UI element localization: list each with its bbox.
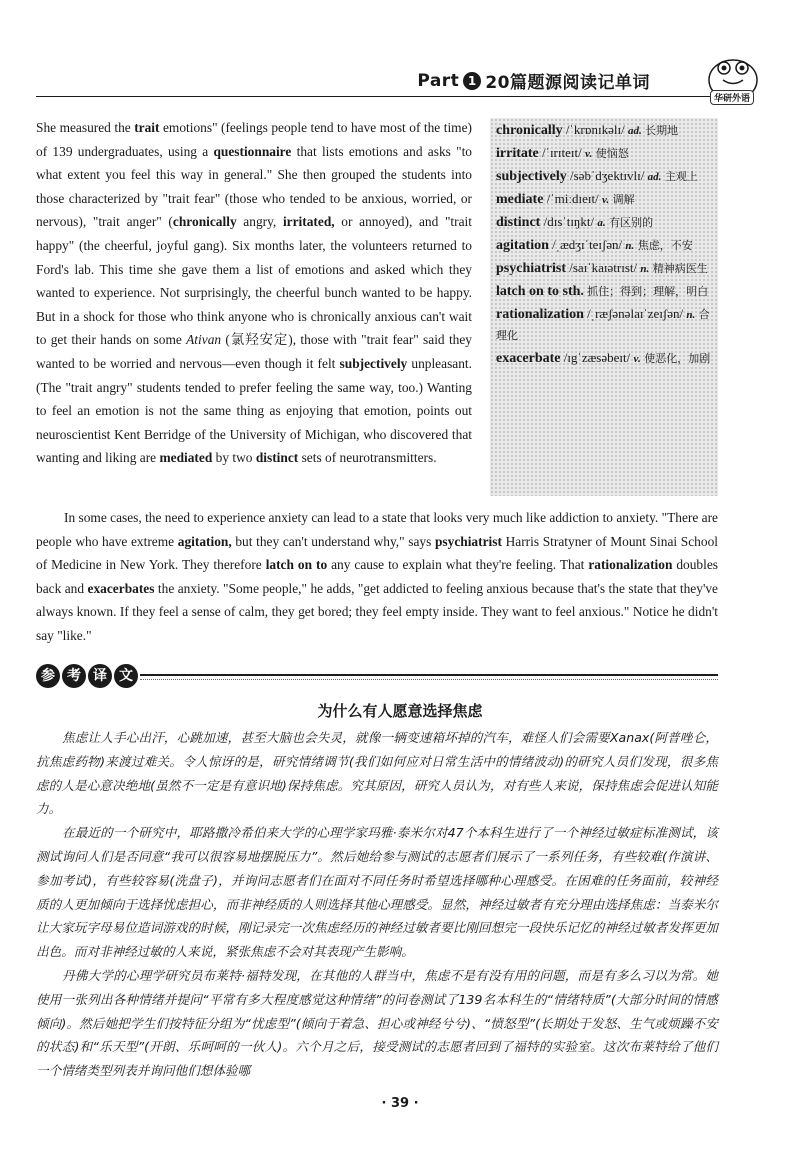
vocab-word: mediate [496, 192, 544, 207]
term-chronically: chronically [172, 214, 237, 230]
term-mediated: mediated [159, 450, 213, 466]
vocab-entry [496, 120, 712, 141]
term-subjectively: subjectively [339, 355, 408, 371]
term-psychiatrist: psychiatrist [434, 533, 502, 549]
section-title [417, 68, 650, 93]
vocab-definition: 主观上 [661, 170, 698, 183]
vocab-word: latch on to sth. [496, 284, 584, 299]
vocab-part-of-speech: v. [601, 194, 610, 206]
badge-char: 文 [114, 664, 138, 688]
vocab-phonetic: /ˌædʒɪˈteɪʃən/ [548, 237, 626, 252]
badge-char: 考 [62, 664, 86, 688]
section-divider [140, 674, 718, 676]
vocab-definition: 合理化 [496, 308, 710, 342]
vocab-part-of-speech: a. [597, 217, 606, 229]
term-exacerbates: exacerbates [87, 580, 155, 596]
vocab-entry [496, 143, 712, 164]
translation-title: 为什么有人愿意选择焦虑 [317, 702, 483, 720]
vocab-phonetic: /saɪˈkaɪətrɪst/ [566, 260, 641, 275]
badge-char: 译 [88, 664, 112, 688]
vocab-word: subjectively [496, 169, 567, 184]
translation-body [36, 726, 718, 1083]
vocab-word: exacerbate [496, 351, 561, 366]
term-rationalization: rationalization [588, 557, 673, 573]
section-divider-dotted [140, 679, 718, 680]
term-agitation: agitation, [177, 533, 232, 549]
vocab-definition: 使恶化，加剧 [640, 352, 711, 365]
vocab-phonetic: /ˈkrɒnɪkəlɪ/ [562, 122, 628, 137]
reference-translation-badge [36, 662, 138, 690]
header-divider [36, 96, 710, 97]
vocab-phonetic: /ˈɪrɪteɪt/ [538, 145, 585, 160]
vocab-word: agitation [496, 238, 549, 253]
vocab-entry [496, 258, 712, 279]
passage-wide-column [36, 506, 718, 648]
vocab-definition: 使恼怒 [592, 147, 629, 160]
vocab-definition: 抓住；得到；理解，明白 [587, 285, 709, 298]
part-label: Part [417, 70, 460, 91]
vocab-entry [496, 348, 712, 369]
vocab-word: chronically [496, 123, 563, 138]
part-number-badge: 1 [463, 72, 481, 90]
vocab-definition: 长期地 [641, 124, 679, 137]
vocab-phonetic: /dɪsˈtɪŋkt/ [540, 214, 598, 229]
vocab-phonetic: /ˌræʃənəlaɪˈzeɪʃən/ [583, 306, 687, 321]
page-header [0, 60, 800, 104]
passage-left-column [36, 116, 472, 470]
vocab-part-of-speech: n. [625, 240, 635, 252]
translation-paragraph: 丹佛大学的心理学研究员布莱特·福特发现，在其他的人群当中，焦虑不是有没有用的问题，而是有多么习以为常。她使用一张列出各种情绪并提问“平常有多大程度感觉这种情绪”的问卷测试了139名本科生的“情绪特质”(大部分时间的情感倾向)。然后她把学生们按特征分组为“忧虑型”(倾向于着急、担心或神经兮兮)、“愤怒型”(长期处于发怒、生气或烦躁不安的状态)和“乐天型”(开朗、乐呵呵的一伙人)。六个月之后，接受测试的志愿者回到了福特的实验室。这次布莱特给了他们一个情绪类型列表并询问他们想体验哪 [36, 967, 718, 1079]
vocab-entry [496, 235, 712, 256]
vocab-part-of-speech: n. [686, 309, 696, 321]
vocab-word: rationalization [496, 307, 584, 322]
vocab-entry [496, 166, 712, 187]
vocab-part-of-speech: ad. [647, 171, 662, 183]
term-distinct: distinct [255, 450, 299, 466]
vocab-definition: 焦虑，不安 [634, 239, 693, 252]
vocab-word: distinct [496, 215, 541, 230]
term-latch-on-to: latch on to [265, 557, 328, 573]
vocab-phonetic: /ɪgˈzæsəbeɪt/ [560, 350, 634, 365]
vocab-entry [496, 304, 712, 346]
vocab-word: irritate [496, 146, 539, 161]
vocab-definition: 有区别的 [605, 216, 654, 229]
vocab-phonetic: /səbˈdʒektɪvlɪ/ [566, 168, 648, 183]
vocab-entry [496, 189, 712, 210]
vocab-phonetic: /ˈmiːdɪeɪt/ [543, 191, 602, 206]
passage-paragraph-2: In some cases, the need to experience anxiety can lead to a state that looks very much like addiction to anxiety. "There are people who have extreme agitation, but they can't understand why," says psychiatrist Harris Stratyner of Mount Sinai School of Medicine in New York. They therefore latch on to any cause to explain what they're feeling. That rationalization doubles back and exacerbates the anxiety. "Some people," he adds, "get addicted to feeling anxious because that's the state that they've always known. If they feel a sense of calm, they get bored; they feel empty inside. They want to feel anxious." Notice he didn't say "like." [36, 510, 719, 643]
vocab-definition: 调解 [609, 193, 635, 206]
vocabulary-sidebar [490, 118, 718, 496]
vocab-entry [496, 281, 712, 302]
translation-paragraph: 在最近的一个研究中，耶路撒冷希伯来大学的心理学家玛雅·泰米尔对47个本科生进行了一个神经过敏症标准测试，该测试询问人们是否同意“我可以很容易地摆脱压力”。然后她给参与测试的志愿者们展示了一系列任务，有些较难(作演讲、参加考试)，有些较容易(洗盘子)，并询问志愿者们在面对不同任务时希望选择哪种心理感受。在困难的任务面前，较神经质的人更加倾向于选择忧虑担心，而非神经质的人则选择其他心理感受。显然，神经过敏者有充分理由选择焦虑：当泰米尔让大家玩字母易位造词游戏的时候，刚记录完一次焦虑经历的神经过敏者要比刚回想完一段快乐记忆的神经过敏者发挥更加出色。而对非神经过敏的人来说，紧张焦虑不会对其表现产生影响。 [36, 825, 718, 960]
vocab-part-of-speech: n. [640, 263, 650, 275]
vocab-definition: 精神病医生 [649, 262, 708, 275]
term-irritated: irritated, [282, 214, 335, 230]
term-trait: trait [134, 120, 160, 135]
vocab-entry [496, 212, 712, 233]
badge-char: 参 [36, 664, 60, 688]
section-title-text: 20篇题源阅读记单词 [485, 73, 650, 93]
translation-paragraph: 焦虑让人手心出汗，心跳加速，甚至大脑也会失灵，就像一辆变速箱坏掉的汽车，难怪人们会需要Xanax(阿普唑仑，抗焦虑药物)来渡过难关。令人惊讶的是，研究情绪调节(我们如何应对日常生活中的情绪波动)的研究人员们发现，很多焦虑的人是心意决绝地(虽然不一定是有意识地)保持焦虑。究其原因，研究人员认为，对有些人来说，保持焦虑会促进认知能力。 [36, 730, 718, 817]
vocab-part-of-speech: v. [633, 353, 641, 365]
logo-text: 华研外语 [710, 90, 754, 105]
vocab-word: psychiatrist [496, 261, 566, 276]
vocab-part-of-speech: v. [584, 148, 593, 160]
page-number: · 39 · [381, 1096, 419, 1111]
vocab-part-of-speech: ad. [627, 125, 642, 137]
term-ativan: Ativan [186, 332, 222, 348]
passage-paragraph-1: She measured the trait emotions" (feelings people tend to have most of the time) of 139 undergraduates, using a questionnaire that lists emotions and asks "to what extent you feel this way in general." She then grouped the students into those characterized by "trait fear" (those who tended to be anxious, worried, or nervous), "trait anger" (chronically angry, irritated, or annoyed), and "trait happy" (the cheerful, joyful gang). Six months later, the volunteers returned to Ford's lab. This time she gave them a list of emotions and asked which they wanted to experience. Not surprisingly, the cheerful bunch wanted to be happy. But in a shock for those who think anyone who is chronically anxious can't wait to get their hands on some Ativan (氯羟安定), those with "trait fear" said they wanted to be worried and nervous—even though it felt subjectively unpleasant. (The "trait angry" students tended to prefer feeling the same way, too.) Wanting to feel an emotion is not the same thing as enjoying that emotion, points out neuroscientist Kent Berridge of the University of Michigan, who discovered that wanting and liking are mediated by two distinct sets of neurotransmitters. [36, 120, 472, 466]
term-questionnaire: questionnaire [213, 143, 292, 159]
